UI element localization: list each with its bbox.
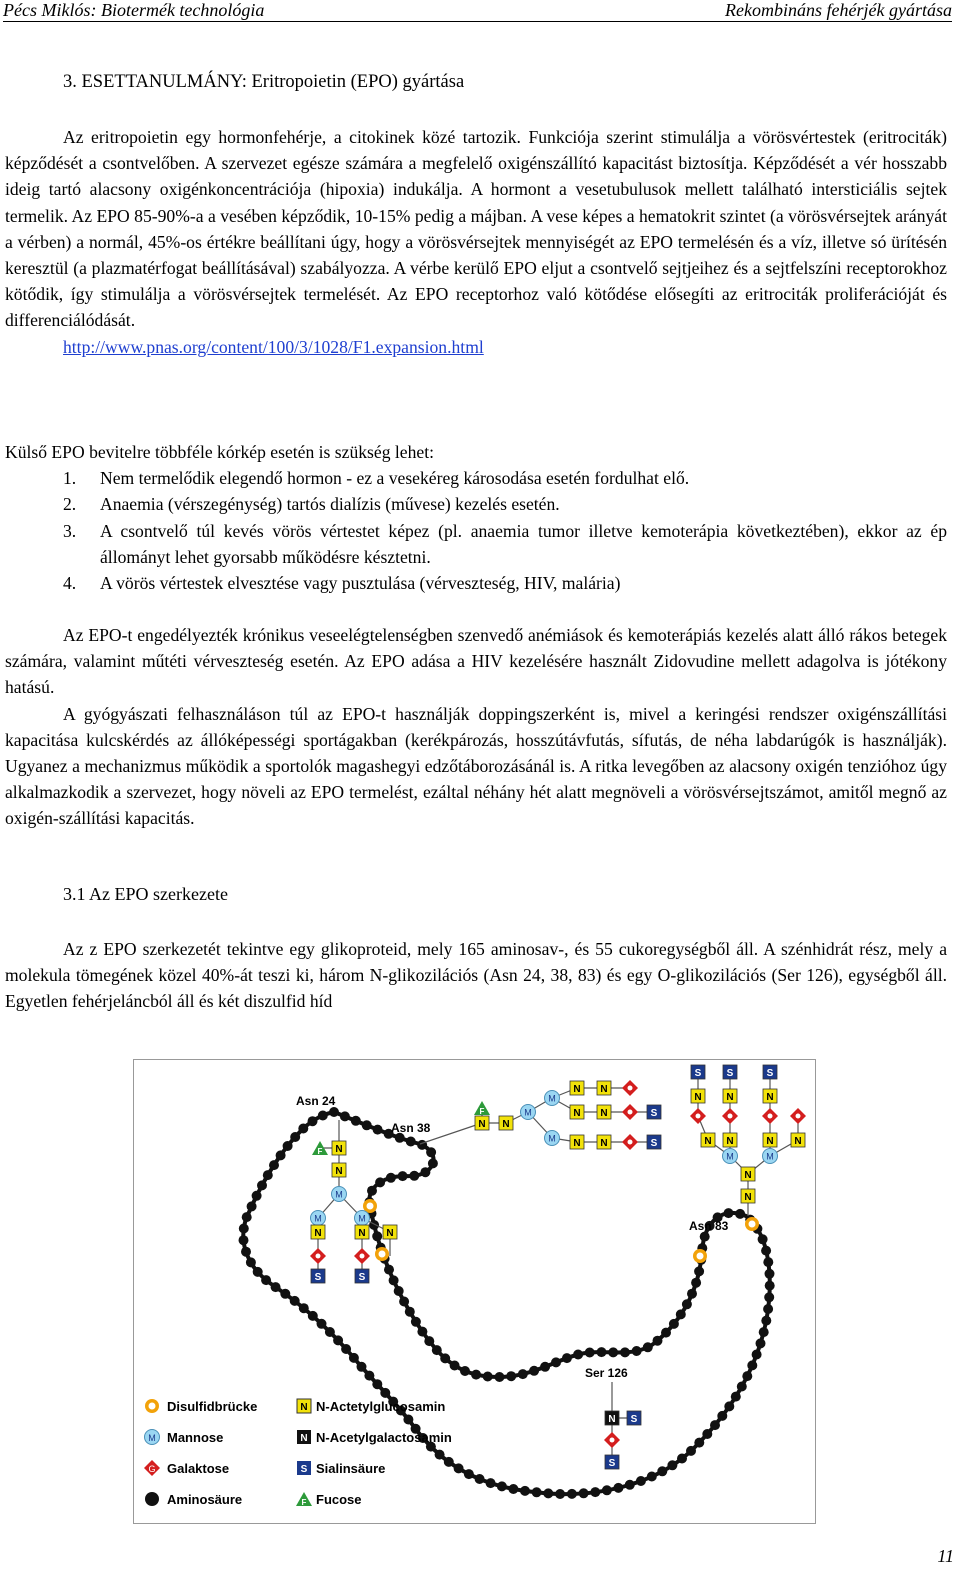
glcnac-icon: [763, 1133, 777, 1147]
galnac-icon: [605, 1411, 619, 1425]
svg-text:N: N: [358, 1228, 366, 1239]
svg-text:S: S: [300, 1464, 308, 1475]
svg-text:M: M: [726, 1151, 734, 1162]
mannose-icon: [545, 1131, 560, 1146]
amino-acid-dot: [389, 1275, 399, 1285]
sialic-acid-icon: [311, 1269, 325, 1283]
amino-acid-dot: [657, 1466, 667, 1476]
header-right: Rekombináns fehérjék gyártása: [725, 0, 952, 20]
svg-text:S: S: [630, 1414, 638, 1425]
svg-text:S: S: [650, 1138, 658, 1149]
amino-acid-dot: [399, 1297, 409, 1307]
amino-acid-dot: [495, 1372, 505, 1382]
amino-acid-dot: [444, 1457, 454, 1467]
amino-acid-dot: [367, 1186, 377, 1196]
glcnac-icon: [691, 1089, 705, 1103]
legend-label: Aminosäure: [167, 1492, 243, 1507]
amino-acid-dot: [253, 1267, 263, 1277]
svg-text:N: N: [608, 1414, 616, 1425]
amino-acid-dot: [318, 1111, 328, 1121]
amino-acid-dot: [417, 1140, 427, 1150]
mannose-icon: [723, 1149, 738, 1164]
amino-acid-dot: [694, 1438, 704, 1448]
svg-text:N: N: [314, 1228, 322, 1239]
glcnac-icon: [570, 1105, 584, 1119]
galactose-icon: [604, 1432, 620, 1448]
amino-acid-dot: [351, 1116, 361, 1126]
amino-acid-dot: [643, 1342, 653, 1352]
amino-acid-dot: [364, 1371, 374, 1381]
list-item: 4. A vörös vértestek elvesztése vagy pusztulása (vérveszteség, HIV, malária): [63, 573, 621, 594]
usage-block: [5, 622, 947, 832]
svg-text:M: M: [335, 1189, 343, 1200]
svg-text:M: M: [548, 1093, 556, 1104]
svg-text:S: S: [608, 1458, 616, 1469]
amino-acid-dot: [661, 1328, 671, 1338]
amino-acid-dot: [464, 1469, 474, 1479]
site-label-ser126: Ser 126: [585, 1366, 628, 1380]
galactose-icon: [622, 1134, 638, 1150]
svg-text:N: N: [726, 1092, 734, 1103]
amino-acid-dot: [409, 1171, 419, 1181]
svg-text:M: M: [524, 1107, 532, 1118]
amino-acid-dot: [702, 1429, 712, 1439]
amino-acid-dot: [765, 1281, 775, 1291]
amino-acid-dot: [765, 1269, 775, 1279]
sialic-acid-icon: [691, 1065, 705, 1079]
amino-acid-dot: [756, 1338, 766, 1348]
amino-acid-dot: [676, 1309, 686, 1319]
page-header: [0, 0, 952, 24]
amino-acid-dot: [518, 1369, 528, 1379]
amino-acid-dot: [532, 1487, 542, 1497]
amino-acid-dot: [686, 1446, 696, 1456]
amino-acid-dot: [567, 1489, 577, 1499]
mannose-icon: [355, 1211, 370, 1226]
galactose-icon: [310, 1248, 326, 1264]
doping-paragraph: A gyógyászati felhasználáson túl az EPO-t használják doppingszerként is, mivel a keringési rendszer oxigénszállítási kapacitása kulcskérdés az állóképességi sportágakban (kerékpározás, hosszútávfutás, sífutás, de néha labdarúgók is használják). Ugyanez a mechanizmus működik a sportolók magashegyi edzőtáborozásánál is. A ritka levegőben az alacsony oxigén tenzióhoz úgy alkalmazkodik a szervezet, hogy növeli az EPO termelést, ezáltal néhány hét alatt megnöveli a vörösvérsejtszámot, amitől megnő az oxigén-szállítási kapacitás.: [5, 703, 947, 829]
legend-glcnac-icon: [297, 1399, 311, 1413]
amino-acid-dot: [555, 1489, 565, 1499]
glcnac-icon: [597, 1105, 611, 1119]
legend-mannose-icon: [145, 1430, 160, 1445]
sialic-acid-icon: [605, 1455, 619, 1469]
amino-acid-dot: [349, 1353, 359, 1363]
sialic-acid-icon: [647, 1105, 661, 1119]
mannose-icon: [521, 1105, 536, 1120]
amino-acid-dot: [357, 1362, 367, 1372]
amino-acid-dot: [373, 1125, 383, 1135]
amino-acid-dot: [759, 1327, 769, 1337]
glcnac-icon: [570, 1135, 584, 1149]
header-rule: [3, 21, 952, 22]
glcnac-icon: [383, 1225, 397, 1239]
structure-paragraph: Az z EPO szerkezetét tekintve egy glikoproteid, mely 165 aminosav-, és 55 cukoregységből áll. A szénhidrát rész, mely a molekula tömegének közel 40%-át teszi ki, három N-glikozilációs (Asn 24, 38, 83) és egy O-glikozilációs (Ser 126), egységből áll. Egyetlen fehérjeláncból áll és két diszulfid híd: [5, 939, 947, 1012]
svg-text:N: N: [744, 1192, 752, 1203]
amino-acid-dot: [308, 1116, 318, 1126]
amino-acid-dot: [724, 1208, 734, 1218]
amino-acid-dot: [386, 1173, 396, 1183]
amino-acid-dot: [761, 1316, 771, 1326]
svg-text:N: N: [600, 1084, 608, 1095]
svg-text:S: S: [766, 1068, 774, 1079]
glcnac-icon: [723, 1133, 737, 1147]
header-left: Pécs Miklós: Biotermék technológia: [3, 0, 265, 20]
amino-acid-dot: [432, 1345, 442, 1355]
amino-acid-dot: [299, 1303, 309, 1313]
amino-acid-dot: [372, 1379, 382, 1389]
amino-acid-dot: [362, 1120, 372, 1130]
amino-acid-dot: [602, 1485, 612, 1495]
amino-acid-dot: [590, 1487, 600, 1497]
amino-acid-dot: [682, 1299, 692, 1309]
legend-amino-icon: [145, 1492, 159, 1506]
amino-acid-dot: [325, 1327, 335, 1337]
amino-acid-dot: [372, 1231, 382, 1241]
legend-label: Mannose: [167, 1430, 224, 1445]
pnas-link[interactable]: http://www.pnas.org/content/100/3/1028/F1.expansion.html: [63, 336, 484, 357]
svg-text:S: S: [694, 1068, 702, 1079]
amino-acid-dot: [551, 1357, 561, 1367]
svg-text:N: N: [300, 1402, 308, 1413]
glcnac-icon: [791, 1133, 805, 1147]
legend-label: N-Actetylglucosamin: [316, 1399, 446, 1414]
galactose-icon: [622, 1080, 638, 1096]
structure-block: [5, 936, 947, 1015]
legend-sialic-icon: [297, 1461, 311, 1475]
amino-acid-dot: [520, 1486, 530, 1496]
legend-label: Disulfidbrücke: [167, 1399, 258, 1414]
indications-list: [5, 465, 947, 596]
amino-acid-dot: [252, 1191, 262, 1201]
amino-acid-dot: [242, 1212, 252, 1222]
amino-acid-dot: [579, 1488, 589, 1498]
amino-acid-dot: [636, 1476, 646, 1486]
disulfide-icon: [745, 1217, 759, 1231]
list-intro: Külső EPO bevitelre többféle kórkép esetén is szükség lehet:: [5, 442, 434, 462]
amino-acid-dot: [737, 1382, 747, 1392]
indications-block: [5, 439, 947, 596]
amino-acid-dot: [687, 1289, 697, 1299]
amino-acid-dot: [398, 1171, 408, 1181]
amino-acid-dot: [529, 1366, 539, 1376]
amino-acid-dot: [290, 1296, 300, 1306]
amino-acid-dot: [742, 1371, 752, 1381]
mannose-icon: [311, 1211, 326, 1226]
svg-text:N: N: [794, 1136, 802, 1147]
amino-acid-dot: [333, 1335, 343, 1345]
svg-text:N: N: [335, 1144, 343, 1155]
amino-acid-dot: [406, 1137, 416, 1147]
mannose-icon: [332, 1187, 347, 1202]
svg-text:G: G: [148, 1464, 156, 1474]
amino-acid-dot: [667, 1460, 677, 1470]
legend-galactose-icon: [144, 1460, 160, 1476]
legend-label: N-Acetylgalactosamin: [316, 1430, 452, 1445]
amino-acid-dot: [543, 1488, 553, 1498]
sialic-acid-icon: [627, 1411, 641, 1425]
amino-acid-dot: [669, 1319, 679, 1329]
amino-acid-dot: [608, 1347, 618, 1357]
amino-acid-dot: [440, 1353, 450, 1363]
svg-text:S: S: [314, 1272, 322, 1283]
approval-paragraph: Az EPO-t engedélyezték krónikus veseelégtelenségben szenvedő anémiások és kemoterápiás kezelés alatt álló rákos betegek számára, valamint műtéti vérveszteség esetén. Az EPO adása a HIV kezelésére használt Zidovudine mellett adagolva is jótékony hatású.: [5, 625, 947, 698]
amino-acid-dot: [506, 1371, 516, 1381]
amino-acid-dot: [724, 1401, 734, 1411]
amino-acid-dot: [298, 1124, 308, 1134]
mannose-icon: [545, 1091, 560, 1106]
glcnac-icon: [355, 1225, 369, 1239]
svg-text:F: F: [479, 1107, 485, 1116]
site-label-asn38: Asn 38: [391, 1121, 431, 1135]
legend-galnac-icon: [297, 1430, 311, 1444]
amino-acid-dot: [483, 1372, 493, 1382]
sialic-acid-icon: [723, 1065, 737, 1079]
legend-fucose-icon: [296, 1492, 312, 1507]
svg-text:N: N: [573, 1138, 581, 1149]
svg-text:M: M: [148, 1433, 156, 1443]
amino-acid-dot: [625, 1480, 635, 1490]
svg-text:S: S: [650, 1108, 658, 1119]
list-item: 1. Nem termelődik elegendő hormon - ez a vesekéreg károsodása esetén fordulhat elő.: [63, 468, 690, 489]
amino-acid-dot: [763, 1257, 773, 1267]
galactose-icon: [722, 1108, 738, 1124]
amino-acid-dot: [758, 1234, 768, 1244]
svg-text:N: N: [600, 1138, 608, 1149]
svg-text:N: N: [766, 1136, 774, 1147]
epo-structure-figure: [133, 1059, 816, 1524]
amino-acid-dot: [280, 1289, 290, 1299]
list-item: 2. Anaemia (vérszegénység) tartós dialízis (művese) kezelés esetén.: [63, 494, 560, 515]
disulfide-icon: [375, 1247, 389, 1261]
galactose-icon: [690, 1108, 706, 1124]
galactose-icon: [790, 1108, 806, 1124]
amino-acid-dot: [417, 1327, 427, 1337]
svg-text:N: N: [726, 1136, 734, 1147]
svg-text:N: N: [386, 1228, 394, 1239]
glcnac-icon: [741, 1189, 755, 1203]
amino-acid-dot: [653, 1336, 663, 1346]
amino-acid-dot: [585, 1348, 595, 1358]
amino-acid-dot: [308, 1311, 318, 1321]
epo-diagram: [134, 1060, 815, 1523]
amino-acid-dot: [454, 1463, 464, 1473]
glcnac-icon: [499, 1116, 513, 1130]
svg-text:S: S: [726, 1068, 734, 1079]
svg-text:M: M: [766, 1151, 774, 1162]
amino-acid-dot: [735, 1209, 745, 1219]
amino-acid-dot: [239, 1235, 249, 1245]
mannose-icon: [763, 1149, 778, 1164]
svg-text:M: M: [314, 1213, 322, 1224]
amino-acid-dot: [460, 1366, 470, 1376]
amino-acid-dot: [424, 1336, 434, 1346]
amino-acid-dot: [241, 1247, 251, 1257]
svg-text:F: F: [317, 1147, 323, 1156]
glcnac-icon: [570, 1081, 584, 1095]
subsection-title: 3.1 Az EPO szerkezete: [63, 884, 228, 904]
amino-acid-dot: [403, 1415, 413, 1425]
svg-text:N: N: [502, 1119, 510, 1130]
amino-acid-dot: [428, 1158, 438, 1168]
amino-acid-dot: [276, 1150, 286, 1160]
amino-acid-dot: [562, 1353, 572, 1363]
amino-acid-dot: [700, 1232, 710, 1242]
site-label-asn24: Asn 24: [296, 1094, 336, 1108]
glcnac-icon: [475, 1116, 489, 1130]
amino-acid-dot: [341, 1344, 351, 1354]
svg-text:S: S: [358, 1272, 366, 1283]
amino-acid-dot: [261, 1275, 271, 1285]
page-number: 11: [937, 1546, 954, 1566]
svg-text:N: N: [573, 1108, 581, 1119]
amino-acid-dot: [497, 1481, 507, 1491]
glcnac-icon: [597, 1135, 611, 1149]
svg-text:N: N: [600, 1108, 608, 1119]
amino-acid-dot: [761, 1246, 771, 1256]
amino-acid-dot: [394, 1286, 404, 1296]
svg-text:N: N: [704, 1136, 712, 1147]
glcnac-icon: [701, 1133, 715, 1147]
amino-acid-dot: [283, 1141, 293, 1151]
amino-acid-dot: [710, 1420, 720, 1430]
legend-label: Galaktose: [167, 1461, 230, 1476]
galactose-icon: [622, 1104, 638, 1120]
amino-acid-dot: [764, 1292, 774, 1302]
svg-text:F: F: [301, 1498, 307, 1507]
amino-acid-dot: [290, 1132, 300, 1142]
amino-acid-dot: [426, 1147, 436, 1157]
amino-acid-dot: [246, 1257, 256, 1267]
list-item: 3. A csontvelő túl kevés vörös vértestet képez (pl. anaemia tumor illetve kemoterápia következtében), ekkor az ép állományt lehet gyorsabb működésre késztetni.: [63, 520, 947, 567]
amino-acid-dot: [247, 1201, 257, 1211]
amino-acid-dot: [375, 1177, 385, 1187]
amino-acid-dot: [647, 1472, 657, 1482]
amino-acid-dot: [269, 1160, 279, 1170]
amino-acid-dot: [731, 1392, 741, 1402]
amino-acid-dot: [597, 1347, 607, 1357]
amino-acid-dot: [369, 1220, 379, 1230]
svg-text:N: N: [335, 1166, 343, 1177]
svg-text:M: M: [548, 1133, 556, 1144]
amino-acid-dot: [677, 1454, 687, 1464]
amino-acid-dot: [257, 1180, 267, 1190]
glcnac-icon: [597, 1081, 611, 1095]
amino-acid-dot: [691, 1278, 701, 1288]
disulfide-icon: [693, 1249, 707, 1263]
amino-acid-dot: [613, 1483, 623, 1493]
amino-acid-dot: [573, 1350, 583, 1360]
fucose-icon: [474, 1101, 490, 1116]
site-label-asn83: Asn 83: [689, 1219, 729, 1233]
legend-label: Sialinsäure: [316, 1461, 386, 1476]
section-title: 3. ESETTANULMÁNY: Eritropoietin (EPO) gyártása: [63, 72, 465, 92]
amino-acid-dot: [747, 1360, 757, 1370]
glcnac-icon: [332, 1163, 346, 1177]
amino-acid-dot: [239, 1224, 249, 1234]
amino-acid-dot: [263, 1170, 273, 1180]
svg-text:N: N: [478, 1119, 486, 1130]
svg-text:N: N: [694, 1092, 702, 1103]
amino-acid-dot: [450, 1361, 460, 1371]
sialic-acid-icon: [647, 1135, 661, 1149]
amino-acid-dot: [317, 1319, 327, 1329]
sialic-acid-icon: [763, 1065, 777, 1079]
amino-acid-dot: [471, 1370, 481, 1380]
amino-acid-dot: [540, 1362, 550, 1372]
amino-acid-dot: [717, 1411, 727, 1421]
amino-acid-dot: [694, 1266, 704, 1276]
amino-acid-dot: [405, 1307, 415, 1317]
intro-paragraph: Az eritropoietin egy hormonfehérje, a citokinek közé tartozik. Funkciója szerint stimulálja a vörösvértestek (eritrociták) képződését a csontvelőben. A szervezet egésze számára a megfelelő oxigénszállító kapacitást biztosítja. Képződését a vér hosszabb ideig tartó alacsony oxigénkoncentrációja (hipoxia) indukálja. A hormont a vesetubulusok mellett található intersticiális sejtek termelik. Az EPO 85-90%-a a vesében képződik, 10-15% pedig a májban. A vese képes a hematokrit szintet (a vörösvérsejtek arányát a vérben) a normál, 45%-os értékre beállítani úgy, hogy a vörösvérsejtek mennyiségét az EPO termelésén és a víz, illetve só ürítésén keresztül (a plazmatérfogat beállításával) szabályozza. A vérbe kerülő EPO eljut a csontvelő sejtjeihez és a sejtfelszíni receptorokhoz kötődik, így stimulálja a vörösvérsejtek termelését. Az EPO receptorhoz való kötődése elősegíti az eritrociták proliferációját és differenciálódását.: [5, 127, 947, 331]
amino-acid-dot: [411, 1317, 421, 1327]
amino-acid-dot: [475, 1474, 485, 1484]
svg-text:N: N: [744, 1170, 752, 1181]
svg-text:N: N: [766, 1092, 774, 1103]
amino-acid-dot: [752, 1350, 762, 1360]
amino-acid-dot: [508, 1484, 518, 1494]
sialic-acid-icon: [355, 1269, 369, 1283]
glcnac-icon: [332, 1141, 346, 1155]
svg-text:N: N: [573, 1084, 581, 1095]
intro-block: [5, 124, 947, 360]
legend-disulfide-icon: [145, 1399, 159, 1413]
amino-acid-dot: [384, 1265, 394, 1275]
glcnac-icon: [311, 1225, 325, 1239]
svg-text:N: N: [300, 1433, 308, 1444]
glcnac-icon: [741, 1167, 755, 1181]
amino-acid-dot: [620, 1347, 630, 1357]
glcnac-icon: [763, 1089, 777, 1103]
legend-label: Fucose: [316, 1492, 362, 1507]
amino-acid-dot: [329, 1107, 339, 1117]
amino-acid-dot: [632, 1346, 642, 1356]
svg-text:M: M: [358, 1213, 366, 1224]
amino-acid-dot: [340, 1111, 350, 1121]
glcnac-icon: [723, 1089, 737, 1103]
amino-acid-dot: [420, 1167, 430, 1177]
amino-acid-dot: [763, 1304, 773, 1314]
amino-acid-dot: [435, 1450, 445, 1460]
galactose-icon: [762, 1108, 778, 1124]
amino-acid-dot: [486, 1478, 496, 1488]
amino-acid-dot: [271, 1282, 281, 1292]
amino-acid-dot: [380, 1388, 390, 1398]
galactose-icon: [354, 1248, 370, 1264]
